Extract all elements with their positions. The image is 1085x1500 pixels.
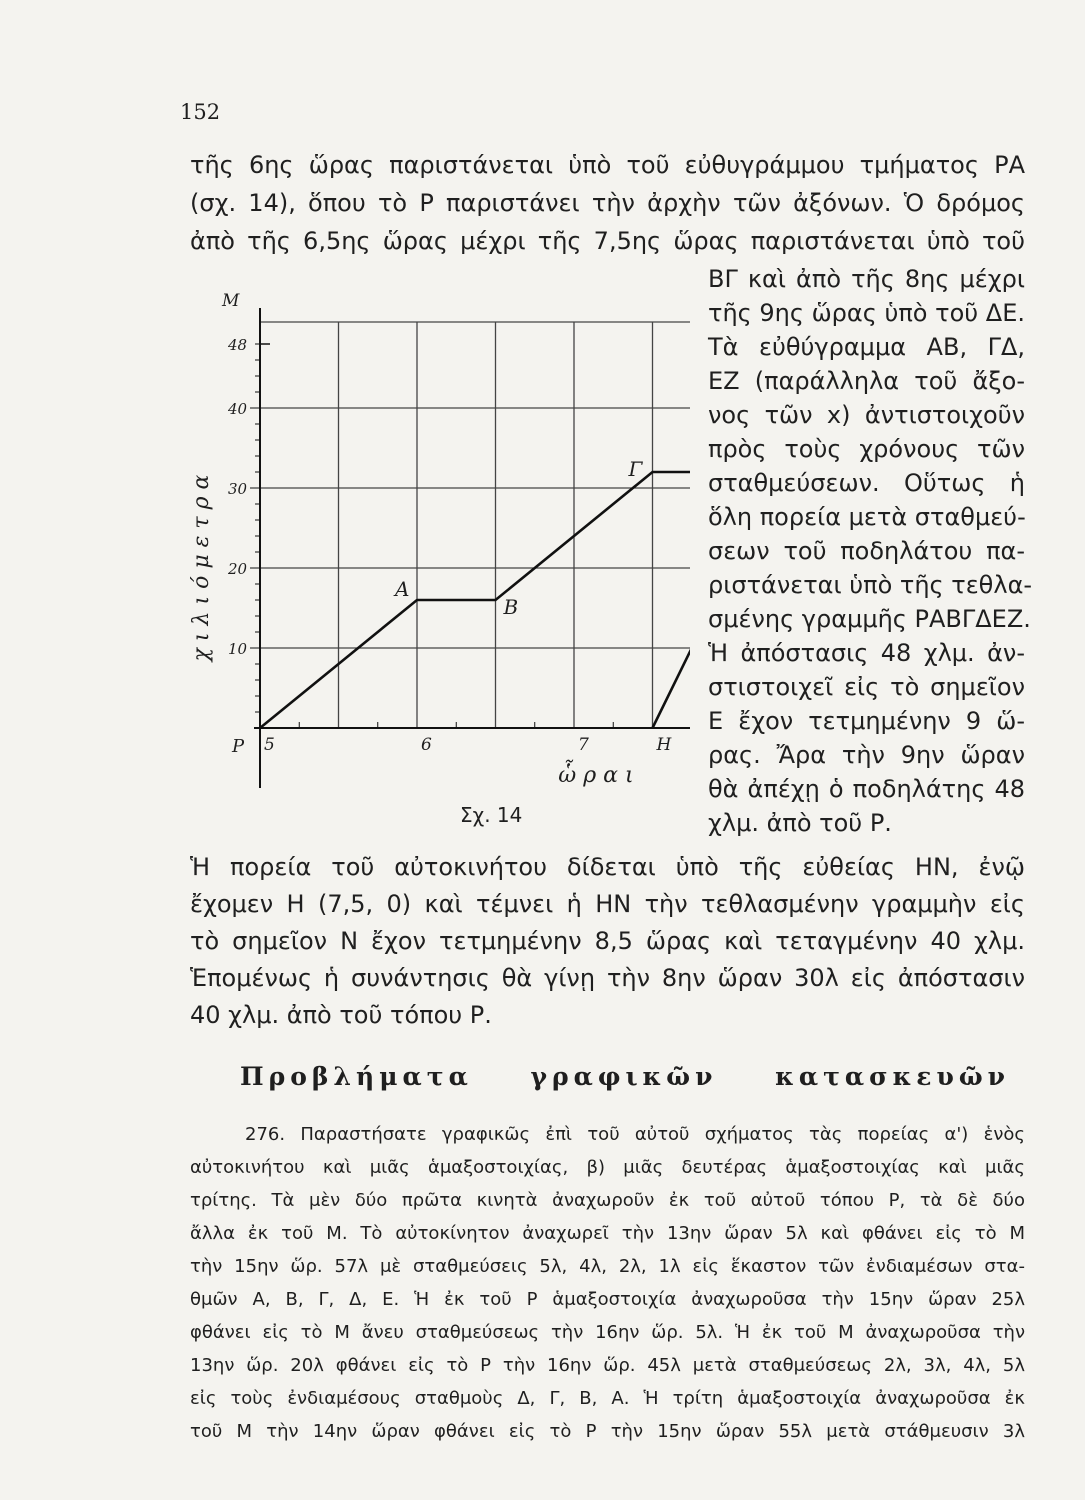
series-line-car [653,344,691,728]
problem-line: 276. Παραστήσατε γραφικῶς ἐπὶ τοῦ αὐτοῦ σχήματος τὰς πορείας α') ἑνὸς [245,1124,1025,1145]
problem-line: τοῦ Μ τὴν 14ην ὥραν φθάνει εἰς τὸ Ρ τὴν 15ην ὥραν 55λ μετὰ στάθμευσιν 3λ [190,1421,1025,1442]
problem-line: θμῶν Α, Β, Γ, Δ, Ε. Ἡ ἐκ τοῦ Ρ ἁμαξοστοιχία ἀναχωροῦσα τὴν 15ην ὥραν 25λ [190,1289,1025,1310]
x-tick-label: 7 [578,735,589,755]
point-label-Γ: Γ [628,457,643,481]
side-text-line: ριστάνεται ὑπὸ τῆς τεθλα- [708,571,1033,599]
side-text-line: Τὰ εὐθύγραμμα ΑΒ, ΓΔ, [708,333,1025,361]
side-text-line: ΕΖ (παράλληλα τοῦ ἄξο- [708,367,1025,395]
figure-caption: Σχ. 14 [460,803,523,827]
problem-line: τρίτης. Τὰ μὲν δύο πρῶτα κινητὰ ἀναχωροῦν ἐκ τοῦ αὐτοῦ τόπου Ρ, τὰ δὲ δύο [190,1190,1025,1211]
side-text-line: Ε ἔχον τετμημένην 9 ὥ- [708,707,1025,735]
side-text-line: σεων τοῦ ποδηλάτου πα- [708,537,1025,565]
side-text-line: σμένης γραμμῆς ΡΑΒΓΔΕΖ. [708,605,1031,633]
x-tick-label: Η [656,735,672,755]
text-line: Ἑπομένως ἡ συνάντησις θὰ γίνῃ τὴν 8ην ὥραν 30λ εἰς ἀπόστασιν [190,964,1025,992]
text-line: ἔχομεν Η (7,5, 0) καὶ τέμνει ἡ ΗΝ τὴν τεθλασμένην γραμμὴν εἰς [190,890,1025,918]
y-tick-label: 40 [228,400,248,418]
point-label-Β: Β [503,595,519,619]
problem-line: φθάνει εἰς τὸ Μ ἄνευ σταθμεύσεως τὴν 16ην ὥρ. 5λ. Ἡ ἐκ τοῦ Μ ἀναχωροῦσα τὴν [190,1322,1025,1343]
figure-14-chart [185,290,690,800]
side-text-line: ΒΓ καὶ ἀπὸ τῆς 8ης μέχρι [708,265,1025,293]
origin-label: Ρ [232,736,245,757]
x-tick-label: 6 [421,735,432,755]
y-tick-label: 20 [228,560,248,578]
side-text-line: σταθμεύσεων. Οὕτως ἡ [708,469,1025,497]
y-tick-label: 10 [228,640,248,658]
y-tick-label: 48 [228,336,248,354]
text-line: τὸ σημεῖον Ν ἔχον τετμημένην 8,5 ὥρας καὶ τεταγμένην 40 χλμ. [190,927,1025,955]
text-line: 40 χλμ. ἀπὸ τοῦ τόπου Ρ. [190,1001,492,1029]
problem-line: αὐτοκινήτου καὶ μιᾶς ἁμαξοστοιχίας, β) μιᾶς δευτέρας ἁμαξοστοιχίας καὶ μιᾶς [190,1157,1025,1178]
text-line: Ἡ πορεία τοῦ αὐτοκινήτου δίδεται ὑπὸ τῆς εὐθείας ΗΝ, ἐνῷ [190,853,1025,881]
text-line: ἀπὸ τῆς 6,5ης ὥρας μέχρι τῆς 7,5ης ὥρας παριστάνεται ὑπὸ τοῦ [190,227,1025,255]
side-text-line: ὅλη πορεία μετὰ σταθμεύ- [708,503,1026,531]
problem-line: 13ην ὥρ. 20λ φθάνει εἰς τὸ Ρ τὴν 16ην ὥρ. 45λ μετὰ σταθμεύσεως 2λ, 3λ, 4λ, 5λ [190,1355,1025,1376]
side-text-line: νος τῶν x) ἀντιστοιχοῦν [708,401,1025,429]
problem-line: εἰς τοὺς ἐνδιαμέσους σταθμοὺς Δ, Γ, Β, Α. Ἡ τρίτη ἁμαξοστοιχία ἀναχωροῦσα ἐκ [190,1388,1025,1409]
y-axis-letter: Μ [222,291,240,311]
problem-line: ἄλλα ἐκ τοῦ Μ. Τὸ αὐτοκίνητον ἀναχωρεῖ τὴν 13ην ὥραν 5λ καὶ φθάνει εἰς τὸ Μ [190,1223,1025,1244]
side-text-line: πρὸς τοὺς χρόνους τῶν [708,435,1025,463]
series-line-bicycle [260,344,690,728]
x-axis-title: ὧ ρ α ι [558,763,634,788]
side-text-line: τῆς 9ης ὥρας ὑπὸ τοῦ ΔΕ. [708,299,1025,327]
side-text-line: θὰ ἀπέχῃ ὁ ποδηλάτης 48 [708,775,1025,803]
y-tick-label: 30 [228,480,248,498]
text-line: τῆς 6ης ὥρας παριστάνεται ὑπὸ τοῦ εὐθυγράμμου τμήματος ΡΑ [190,151,1025,179]
side-text-line: χλμ. ἀπὸ τοῦ Ρ. [708,809,892,837]
side-text-line: Ἡ ἀπόστασις 48 χλμ. ἀν- [708,639,1025,667]
text-line: (σχ. 14), ὅπου τὸ Ρ παριστάνει τὴν ἀρχὴν τῶν ἀξόνων. Ὁ δρόμος [190,189,1025,217]
page-number: 152 [180,100,221,124]
y-axis-title: χ ι λ ι ό μ ε τ ρ α [189,474,214,662]
problem-line: τὴν 15ην ὥρ. 57λ μὲ σταθμεύσεις 5λ, 4λ, 2λ, 1λ εἰς ἕκαστον τῶν ἐνδιαμέσων στα- [190,1256,1025,1277]
point-label-Α: Α [395,577,410,601]
section-heading: Προβλήματα γραφικῶν κατασκευῶν [240,1062,1010,1091]
x-tick-label: 5 [264,735,275,755]
side-text-line: στιστοιχεῖ εἰς τὸ σημεῖον [708,673,1025,701]
side-text-line: ρας. Ἄρα τὴν 9ην ὥραν [708,741,1025,769]
